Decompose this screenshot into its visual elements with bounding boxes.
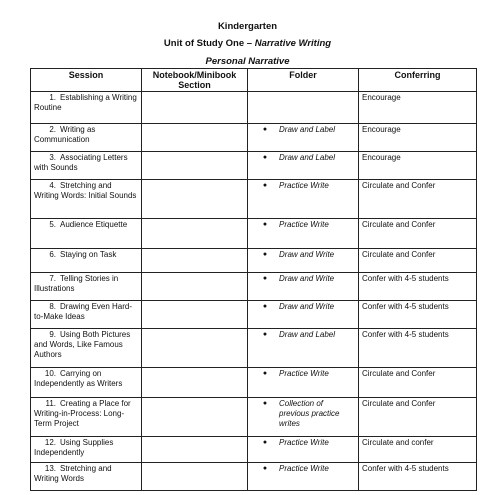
folder-activity: Draw and Write [279,274,335,283]
table-row [31,463,477,491]
conferring-cell: Circulate and Confer [359,249,477,273]
session-cell [31,301,142,329]
bullet-icon: ● [262,303,268,310]
table-row [31,329,477,368]
session-number: 3. [49,153,56,162]
session-number: 2. [49,125,56,134]
session-cell [31,180,142,219]
folder-activity: Practice Write [279,220,329,229]
bullet-icon: ● [262,221,268,228]
folder-activity: Draw and Label [279,125,336,134]
table-row [31,92,477,124]
session-cell [31,249,142,273]
session-number: 1. [49,93,56,102]
folder-activity: Draw and Write [279,250,335,259]
session-title: Writing as Communication [34,125,96,144]
session-cell [31,219,142,249]
session-cell [31,398,142,437]
notebook-cell [142,219,248,249]
folder-cell [248,301,359,329]
bullet-icon: ● [262,275,268,282]
table-row [31,368,477,398]
folder-activity: Practice Write [279,181,329,190]
session-cell [31,124,142,152]
conferring-cell: Circulate and Confer [359,180,477,219]
session-cell [31,329,142,368]
folder-cell [248,152,359,180]
table-row [31,124,477,152]
folder-cell [248,437,359,463]
table-header-row [31,69,477,92]
folder-cell [248,463,359,491]
notebook-cell [142,301,248,329]
conferring-cell: Encourage [359,152,477,180]
session-cell [31,152,142,180]
session-cell [31,92,142,124]
conferring-cell: Circulate and Confer [359,219,477,249]
session-title: Staying on Task [60,250,117,259]
column-header-folder: Folder [248,69,359,92]
bullet-icon: ● [262,439,268,446]
session-title: Stretching and Writing Words: Initial Sounds [34,181,137,200]
folder-cell [248,368,359,398]
unit-title-genre: Narrative Writing [254,38,332,49]
conferring-cell: Confer with 4-5 students [359,329,477,368]
session-cell [31,273,142,301]
notebook-cell [142,273,248,301]
table-row [31,398,477,437]
session-number: 7. [49,274,56,283]
document-title: Kindergarten [217,21,278,32]
conferring-cell: Confer with 4-5 students [359,463,477,491]
notebook-cell [142,152,248,180]
notebook-cell [142,463,248,491]
folder-activity: Draw and Label [279,330,336,339]
column-header-notebook: Notebook/Minibook Section [142,69,248,92]
folder-cell [248,180,359,219]
conferring-cell: Encourage [359,124,477,152]
table-row [31,152,477,180]
table-row [31,249,477,273]
notebook-cell [142,124,248,152]
session-cell [31,463,142,491]
session-number: 10. [44,369,56,378]
folder-activity: Collection of previous practice writes [279,399,340,428]
session-title: Using Supplies Independently [34,438,114,457]
unit-title-prefix: Unit of Study One – [163,38,255,49]
folder-cell [248,92,359,124]
bullet-icon: ● [262,400,268,407]
folder-cell [248,398,359,437]
conferring-cell: Circulate and Confer [359,398,477,437]
bullet-icon: ● [262,251,268,258]
session-number: 11. [45,399,56,408]
table-row [31,273,477,301]
notebook-cell [142,92,248,124]
notebook-cell [142,329,248,368]
session-cell [31,368,142,398]
folder-cell [248,273,359,301]
folder-activity: Practice Write [279,438,329,447]
conferring-cell: Confer with 4-5 students [359,273,477,301]
document-subtitle: Personal Narrative [205,56,290,67]
session-title: Using Both Pictures and Words, Like Famous Authors [34,330,131,359]
session-title: Associating Letters with Sounds [34,153,128,172]
session-number: 9. [49,330,56,339]
notebook-cell [142,437,248,463]
conferring-cell: Confer with 4-5 students [359,301,477,329]
notebook-cell [142,180,248,219]
session-title: Establishing a Writing Routine [34,93,137,112]
table-row [31,437,477,463]
table-body [31,92,477,491]
bullet-icon: ● [262,182,268,189]
notebook-cell [142,398,248,437]
folder-activity: Practice Write [279,464,329,473]
session-title: Carrying on Independently as Writers [34,369,123,388]
bullet-icon: ● [262,370,268,377]
session-number: 8. [49,302,56,311]
folder-cell [248,219,359,249]
folder-activity: Draw and Label [279,153,336,162]
column-header-conferring: Conferring [359,69,477,92]
table-row [31,180,477,219]
session-title: Audience Etiquette [60,220,128,229]
bullet-icon: ● [262,331,268,338]
session-title: Drawing Even Hard-to-Make Ideas [34,302,133,321]
folder-activity: Draw and Write [279,302,335,311]
session-number: 13. [44,464,56,473]
session-title: Stretching and Writing Words [34,464,112,483]
folder-cell [248,124,359,152]
session-number: 4. [49,181,56,190]
notebook-cell [142,368,248,398]
bullet-icon: ● [262,154,268,161]
conferring-cell: Encourage [359,92,477,124]
session-number: 5. [49,220,56,229]
conferring-cell: Circulate and Confer [359,368,477,398]
session-number: 12. [44,438,56,447]
folder-cell [248,329,359,368]
table-row [31,219,477,249]
notebook-cell [142,249,248,273]
session-table [30,68,477,491]
session-title: Creating a Place for Writing-in-Process: Long-Term Project [34,399,131,428]
session-title: Telling Stories in Illustrations [34,274,119,293]
table-row [31,301,477,329]
folder-cell [248,249,359,273]
unit-title [0,38,495,50]
session-number: 6. [49,250,56,259]
bullet-icon: ● [262,465,268,472]
folder-activity: Practice Write [279,369,329,378]
conferring-cell: Circulate and confer [359,437,477,463]
session-cell [31,437,142,463]
bullet-icon: ● [262,126,268,133]
column-header-session: Session [31,69,142,92]
